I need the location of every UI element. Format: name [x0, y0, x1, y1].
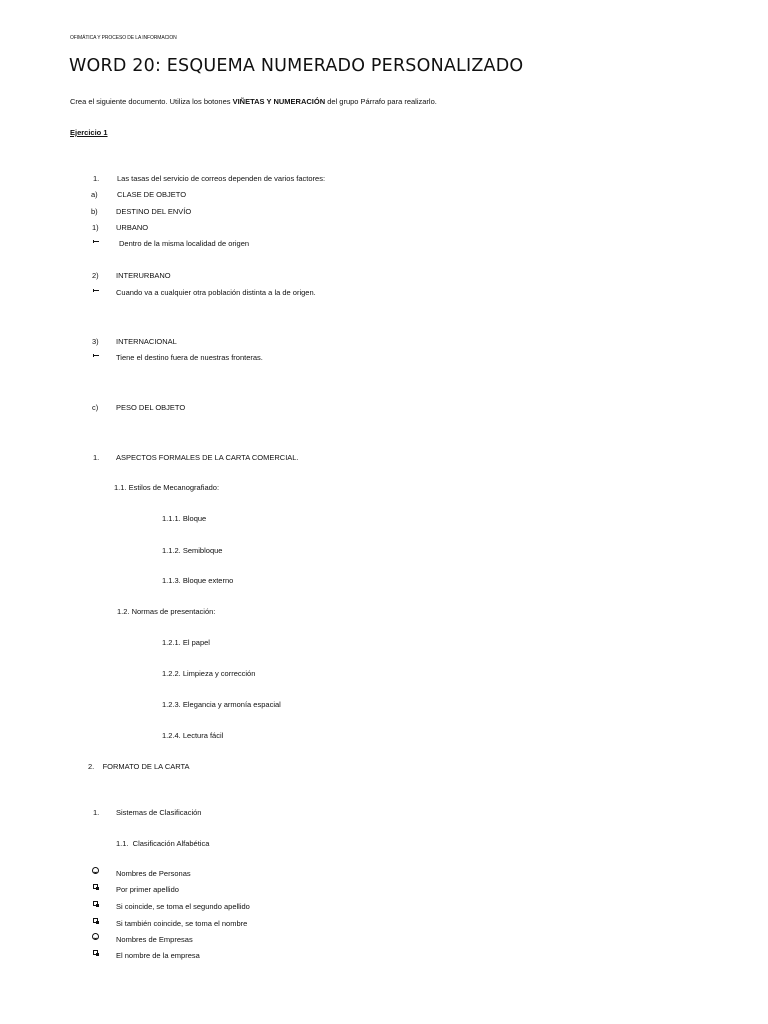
list-item: Nombres de Personas: [116, 869, 191, 878]
exercise-heading: Ejercicio 1: [70, 128, 108, 137]
list-item: 1.1. Clasificación Alfabética: [116, 839, 210, 848]
list-marker: c): [92, 403, 99, 412]
list-item: 1.2. Normas de presentación:: [117, 607, 216, 616]
list-item: 1.2.2. Limpieza y corrección: [162, 669, 256, 678]
list-item: Las tasas del servicio de correos dependen de varios factores:: [117, 174, 326, 183]
list-item: Si coincide, se toma el segundo apellido: [116, 902, 250, 911]
intro-text-after: del grupo Párrafo para realizarlo.: [325, 97, 437, 106]
list-item: Cuando va a cualquier otra población distinta a la de origen.: [116, 288, 316, 297]
list-item: ASPECTOS FORMALES DE LA CARTA COMERCIAL.: [116, 453, 299, 462]
list-marker: b): [91, 207, 98, 216]
dash-icon: [93, 290, 99, 291]
square-bullet-icon: [93, 884, 98, 889]
list-item: 1.1.3. Bloque externo: [162, 576, 234, 585]
list-item: DESTINO DEL ENVÍO: [116, 207, 192, 216]
list-item: CLASE DE OBJETO: [117, 190, 187, 199]
list-item: Si también coincide, se toma el nombre: [116, 919, 248, 928]
page-title: WORD 20: ESQUEMA NUMERADO PERSONALIZADO: [69, 56, 524, 76]
list-marker: a): [91, 190, 98, 199]
list-marker: 1): [92, 223, 99, 232]
list-item: 1.1.2. Semibloque: [162, 546, 223, 555]
square-bullet-icon: [93, 918, 98, 923]
list-item: Por primer apellido: [116, 885, 179, 894]
list-item: INTERNACIONAL: [116, 337, 177, 346]
list-item: Dentro de la misma localidad de origen: [119, 239, 250, 248]
dash-icon: [93, 241, 99, 242]
list-item: URBANO: [116, 223, 149, 232]
square-bullet-icon: [93, 950, 98, 955]
list-item: 1.1.1. Bloque: [162, 514, 207, 523]
list-item: INTERURBANO: [116, 271, 171, 280]
list-marker: 1.: [93, 174, 100, 183]
list-item: Nombres de Empresas: [116, 935, 193, 944]
list-item: PESO DEL OBJETO: [116, 403, 186, 412]
list-item: 1.2.3. Elegancia y armonía espacial: [162, 700, 281, 709]
list-item: Sistemas de Clasificación: [116, 808, 202, 817]
list-item: 1.2.4. Lectura fácil: [162, 731, 224, 740]
list-marker: 1.: [93, 453, 100, 462]
list-item: 1.1. Estilos de Mecanografiado:: [114, 483, 220, 492]
list-marker: 1.: [93, 808, 100, 817]
list-item: El nombre de la empresa: [116, 951, 200, 960]
list-item: Tiene el destino fuera de nuestras fronteras.: [116, 353, 263, 362]
list-marker: 2): [92, 271, 99, 280]
list-item: 2. FORMATO DE LA CARTA: [88, 762, 190, 771]
smiley-icon: [92, 933, 99, 940]
intro-text-before: Crea el siguiente documento. Utiliza los botones: [70, 97, 233, 106]
dash-icon: [93, 355, 99, 356]
list-marker: 3): [92, 337, 99, 346]
header-label: OFIMÁTICA Y PROCESO DE LA INFORMACION: [70, 35, 177, 41]
intro-text-bold: VIÑETAS Y NUMERACIÓN: [232, 97, 326, 106]
smiley-icon: [92, 867, 99, 874]
intro-paragraph: [70, 97, 437, 106]
square-bullet-icon: [93, 901, 98, 906]
list-item: 1.2.1. El papel: [162, 638, 210, 647]
